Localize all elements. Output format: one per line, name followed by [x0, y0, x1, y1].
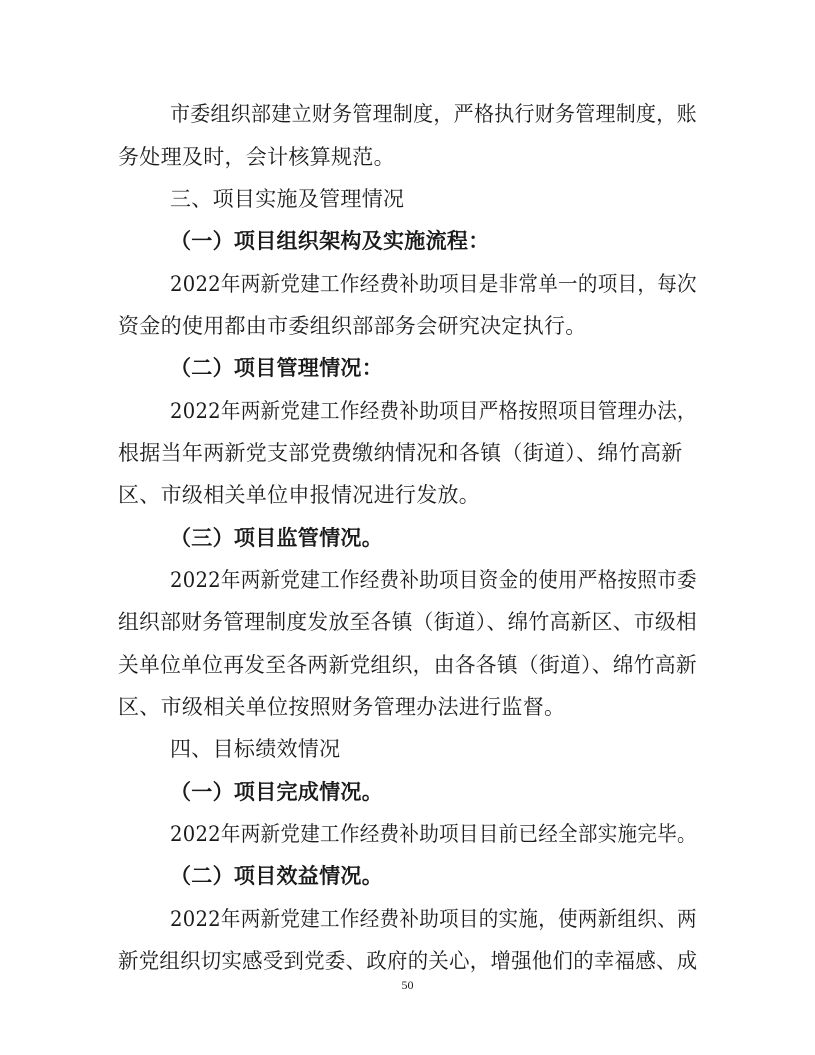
page-number: 50 — [401, 978, 414, 992]
section-heading: 三、项目实施及管理情况 — [170, 187, 405, 211]
subsection-heading: （一）项目完成情况。 — [170, 780, 383, 804]
paragraph-line: 新党组织切实感受到党委、政府的关心，增强他们的幸福感、成 — [118, 949, 698, 973]
paragraph-line: 根据当年两新党支部党费缴纳情况和各镇（街道）、绵竹高新 — [118, 441, 683, 465]
section-heading: 四、目标绩效情况 — [170, 737, 341, 761]
paragraph-line: 2022年两新党建工作经费补助项目严格按照项目管理办法， — [170, 399, 697, 423]
paragraph-line: 2022年两新党建工作经费补助项目的实施，使两新组织、两 — [170, 907, 697, 931]
paragraph-line: 资金的使用都由市委组织部部务会研究决定执行。 — [118, 314, 587, 338]
paragraph-line: 2022年两新党建工作经费补助项目是非常单一的项目，每次 — [170, 272, 697, 296]
paragraph-line: 关单位单位再发至各两新党组织，由各各镇（街道）、绵竹高新 — [118, 653, 697, 677]
subsection-heading: （三）项目监管情况。 — [170, 526, 383, 550]
paragraph-line: 区、市级相关单位申报情况进行发放。 — [118, 483, 481, 507]
subsection-heading: （二）项目管理情况： — [170, 356, 383, 380]
paragraph-line: 区、市级相关单位按照财务管理办法进行监督。 — [118, 695, 566, 719]
paragraph-line: 市委组织部建立财务管理制度，严格执行财务管理制度，账 — [170, 102, 697, 126]
paragraph-line: 组织部财务管理制度发放至各镇（街道）、绵竹高新区、市级相 — [118, 610, 697, 634]
paragraph-line: 2022年两新党建工作经费补助项目资金的使用严格按照市委 — [170, 568, 697, 592]
paragraph-line: 务处理及时，会计核算规范。 — [118, 145, 395, 169]
subsection-heading: （二）项目效益情况。 — [170, 864, 383, 888]
paragraph-line: 2022年两新党建工作经费补助项目目前已经全部实施完毕。 — [170, 822, 697, 846]
subsection-heading: （一）项目组织架构及实施流程： — [170, 229, 490, 253]
